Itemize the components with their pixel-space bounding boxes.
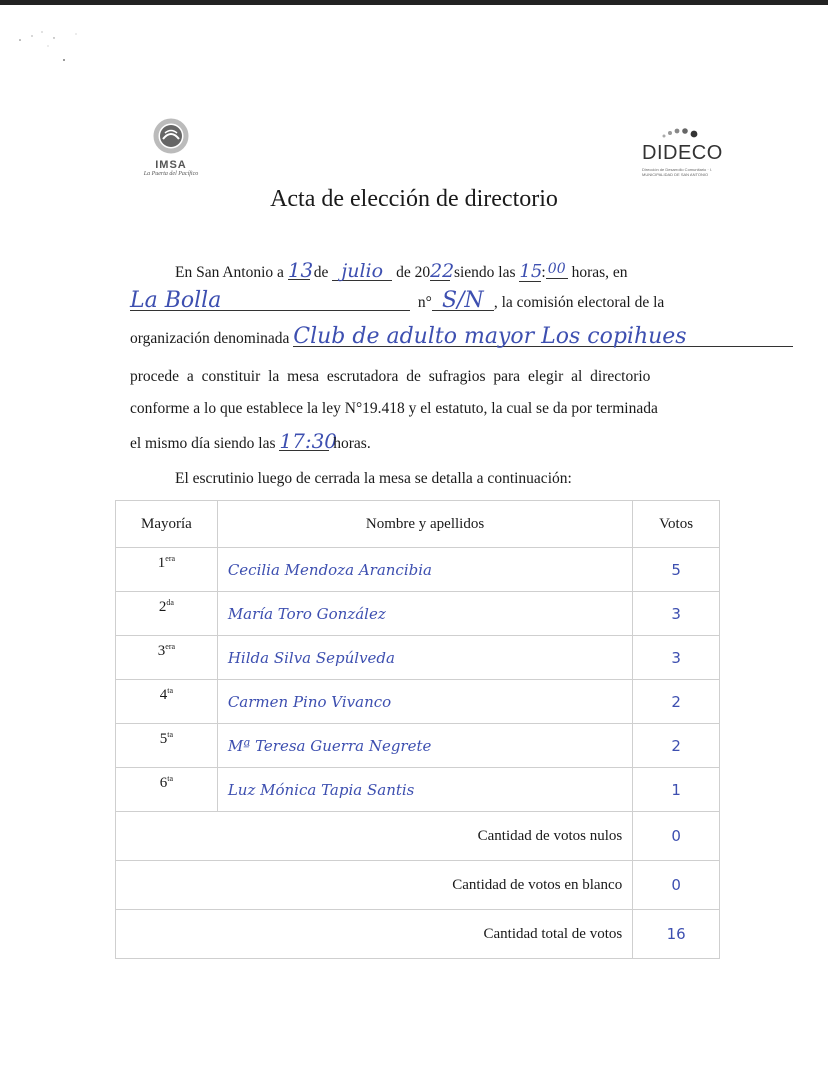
results-table (115, 500, 720, 972)
text-line-6: El escrutinio luego de cerrada la mesa se detalla a continuación: (175, 470, 572, 487)
rank-suffix: ta (167, 774, 174, 783)
rank-cell (116, 724, 218, 768)
imsa-logo-text: IMSA (155, 159, 187, 171)
table-row (116, 724, 720, 768)
total-votes-value: 16 (633, 910, 720, 959)
rank-suffix: ta (167, 686, 174, 695)
rank-cell (116, 636, 218, 680)
place-field: La Bolla (130, 292, 410, 311)
dideco-tagline: Dirección de Desarrollo Comunitario · I. MUNICIPALIDAD DE SAN ANTONIO (642, 167, 713, 177)
text-san-antonio: En San Antonio a (175, 264, 284, 281)
dideco-logo (640, 124, 730, 180)
header-mayoria: Mayoría (116, 501, 218, 548)
name-cell: Hilda Silva Sepúlveda (217, 636, 632, 680)
votes-cell: 2 (633, 724, 720, 768)
text-organizacion: organización denominada (130, 330, 290, 347)
rank-number: 5 (159, 731, 168, 747)
votes-cell: 2 (633, 680, 720, 724)
total-votes-row (116, 910, 720, 959)
table-row (116, 548, 720, 592)
text-line-3: procede a constituir la mesa escrutadora de sufragios para elegir al directorio (130, 368, 651, 385)
table-header-row (116, 501, 720, 548)
table-row (116, 768, 720, 812)
date-line: En San Antonio a 13 de julio de 2022 siendo las 15: 00 horas, en (175, 258, 628, 282)
text-year-prefix: de 20 (396, 264, 431, 281)
table-row (116, 636, 720, 680)
imsa-tagline: La Puerta del Pacífico (143, 171, 199, 177)
name-cell: Carmen Pino Vivanco (217, 680, 632, 724)
rank-number: 1 (157, 555, 166, 571)
imsa-logo (128, 112, 214, 178)
month-field: julio (332, 262, 392, 281)
dideco-logo-text: DIDECO (642, 142, 723, 164)
null-votes-label: Cantidad de votos nulos (116, 812, 633, 861)
text-horas-en: horas, en (571, 264, 628, 281)
rank-number: 3 (157, 643, 166, 659)
votes-cell: 3 (633, 636, 720, 680)
votes-cell: 1 (633, 768, 720, 812)
rank-number: 6 (159, 775, 168, 791)
dideco-dots-icon (658, 124, 708, 144)
org-name-field: Club de adulto mayor Los copihues (293, 328, 793, 347)
text-siendo-las: siendo las (453, 264, 516, 281)
text-comision: , la comisión electoral de la (493, 294, 665, 311)
top-border (0, 0, 828, 5)
header-nombre: Nombre y apellidos (217, 501, 632, 548)
rank-cell (116, 768, 218, 812)
year-field: 22 (430, 260, 455, 282)
name-cell: María Toro González (217, 592, 632, 636)
rank-suffix: era (165, 642, 176, 651)
text-de: de (313, 264, 329, 281)
imsa-seal-icon (143, 112, 199, 158)
name-cell: Luz Mónica Tapia Santis (217, 768, 632, 812)
text-n: n° (417, 294, 432, 311)
place-line (130, 288, 665, 313)
org-line (130, 324, 793, 349)
votes-cell: 3 (633, 592, 720, 636)
votes-cell: 5 (633, 548, 720, 592)
rank-suffix: da (166, 598, 174, 607)
text-line-4: conforme a lo que establece la ley N°19.418 y el estatuto, la cual se da por terminada (130, 400, 658, 417)
document-title: Acta de elección de directorio (270, 186, 558, 212)
null-votes-row (116, 812, 720, 861)
rank-suffix: era (165, 554, 176, 563)
header-votos: Votos (633, 501, 720, 548)
total-votes-label: Cantidad total de votos (116, 910, 633, 959)
end-time-line (130, 429, 371, 453)
hour-field: 15 (519, 261, 543, 282)
rank-cell (116, 592, 218, 636)
rank-suffix: ta (167, 730, 174, 739)
blank-votes-row (116, 861, 720, 910)
table-row (116, 680, 720, 724)
rank-number: 2 (158, 599, 167, 615)
table-row (116, 592, 720, 636)
name-cell: Mª Teresa Guerra Negrete (217, 724, 632, 768)
blank-votes-label: Cantidad de votos en blanco (116, 861, 633, 910)
null-votes-value: 0 (633, 812, 720, 861)
minutes-field: 00 (546, 260, 568, 279)
text-mismo-dia: el mismo día siendo las (130, 435, 276, 452)
rank-cell (116, 548, 218, 592)
rank-cell (116, 680, 218, 724)
name-cell: Cecilia Mendoza Arancibia (217, 548, 632, 592)
number-field: S/N (432, 292, 494, 311)
day-field: 13 (287, 258, 314, 282)
scan-specks (14, 26, 84, 66)
text-horas: horas. (333, 435, 371, 452)
blank-votes-value: 0 (633, 861, 720, 910)
end-time-field: 17:30 (279, 429, 338, 453)
rank-number: 4 (159, 687, 168, 703)
